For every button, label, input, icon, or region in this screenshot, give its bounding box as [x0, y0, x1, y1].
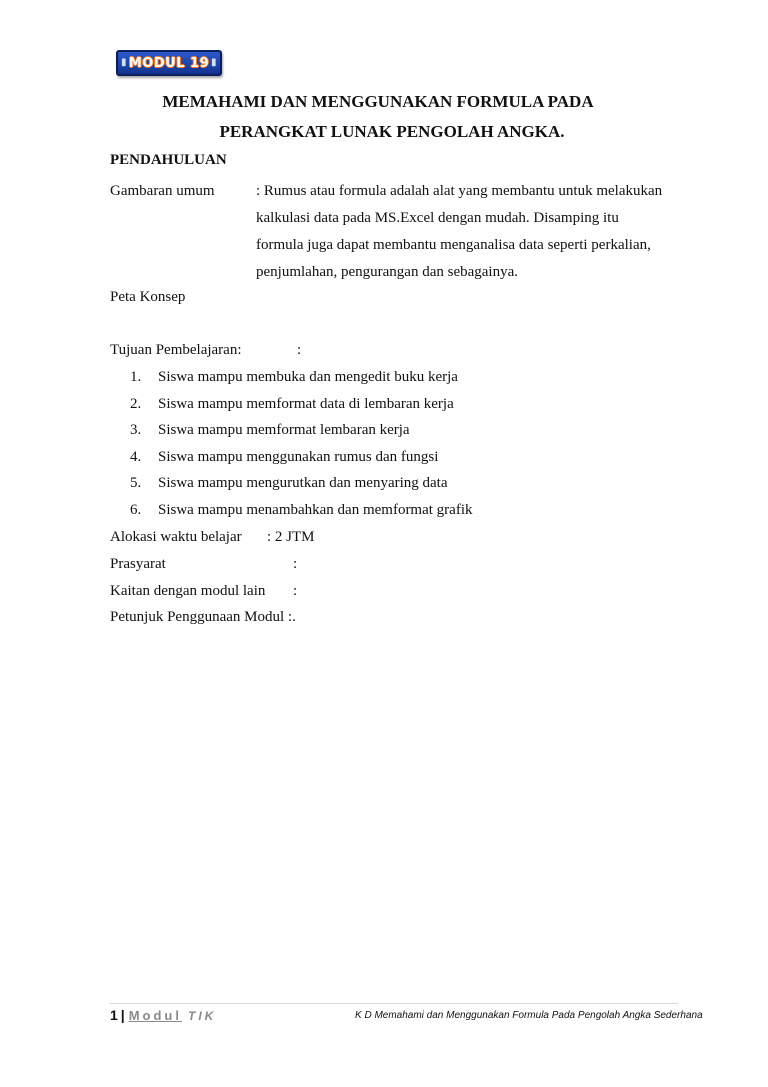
peta-konsep-label: Peta Konsep — [110, 289, 186, 305]
tujuan-item-6: Siswa mampu menambahkan dan memformat grafik — [158, 502, 473, 518]
tujuan-colon: : — [297, 342, 302, 358]
tujuan-item-1: Siswa mampu membuka dan mengedit buku kerja — [158, 369, 458, 385]
tujuan-item-4: Siswa mampu menggunakan rumus dan fungsi — [158, 449, 439, 465]
tujuan-item-3: Siswa mampu memformat lembaran kerja — [158, 422, 410, 438]
tujuan-item-4-num: 4. — [130, 449, 142, 465]
module-badge — [116, 50, 222, 76]
alokasi-value: : 2 JTM — [267, 529, 315, 545]
gambaran-line-1: : Rumus atau formula adalah alat yang membantu untuk melakukan — [256, 183, 663, 199]
tujuan-label: Tujuan Pembelajaran: — [110, 342, 242, 358]
alokasi-label: Alokasi waktu belajar — [110, 529, 242, 545]
section-heading: PENDAHULUAN — [110, 152, 227, 168]
title-line-2: PERANGKAT LUNAK PENGOLAH ANGKA. — [219, 122, 565, 141]
tujuan-item-1-num: 1. — [130, 369, 142, 385]
prasyarat-value: : — [293, 556, 298, 572]
kaitan-value: : — [293, 583, 298, 599]
gambaran-line-3: formula juga dapat membantu menganalisa data seperti perkalian, — [256, 237, 651, 253]
gambaran-label: Gambaran umum — [110, 183, 215, 199]
footer-tik-label: TIK — [187, 1009, 217, 1023]
footer-divider — [110, 1003, 678, 1004]
badge-left-notch-icon: ▮ — [121, 57, 128, 68]
gambaran-line-2: kalkulasi data pada MS.Excel dengan mudah. Disamping itu — [256, 210, 619, 226]
tujuan-item-5-num: 5. — [130, 475, 142, 491]
tujuan-item-6-num: 6. — [130, 502, 142, 518]
footer-separator: | — [120, 1007, 125, 1023]
tujuan-item-3-num: 3. — [130, 422, 142, 438]
tujuan-item-5: Siswa mampu mengurutkan dan menyaring data — [158, 475, 448, 491]
page-number: 1 — [110, 1007, 118, 1023]
title-line-1: MEMAHAMI DAN MENGGUNAKAN FORMULA PADA — [162, 92, 594, 111]
prasyarat-label: Prasyarat — [110, 556, 166, 572]
kaitan-label: Kaitan dengan modul lain — [110, 583, 266, 599]
footer-left — [110, 1007, 216, 1023]
gambaran-line-4: penjumlahan, pengurangan dan sebagainya. — [256, 264, 518, 280]
footer-modul-label: Modul — [128, 1008, 182, 1023]
petunjuk-label: Petunjuk Penggunaan Modul :. — [110, 609, 296, 625]
footer-kd-text: K D Memahami dan Menggunakan Formula Pada Pengolah Angka Sederhana — [355, 1010, 703, 1021]
tujuan-item-2: Siswa mampu memformat data di lembaran kerja — [158, 396, 454, 412]
badge-label: MODUL 19 — [128, 55, 210, 71]
badge-right-notch-icon: ▮ — [210, 57, 217, 68]
tujuan-item-2-num: 2. — [130, 396, 142, 412]
